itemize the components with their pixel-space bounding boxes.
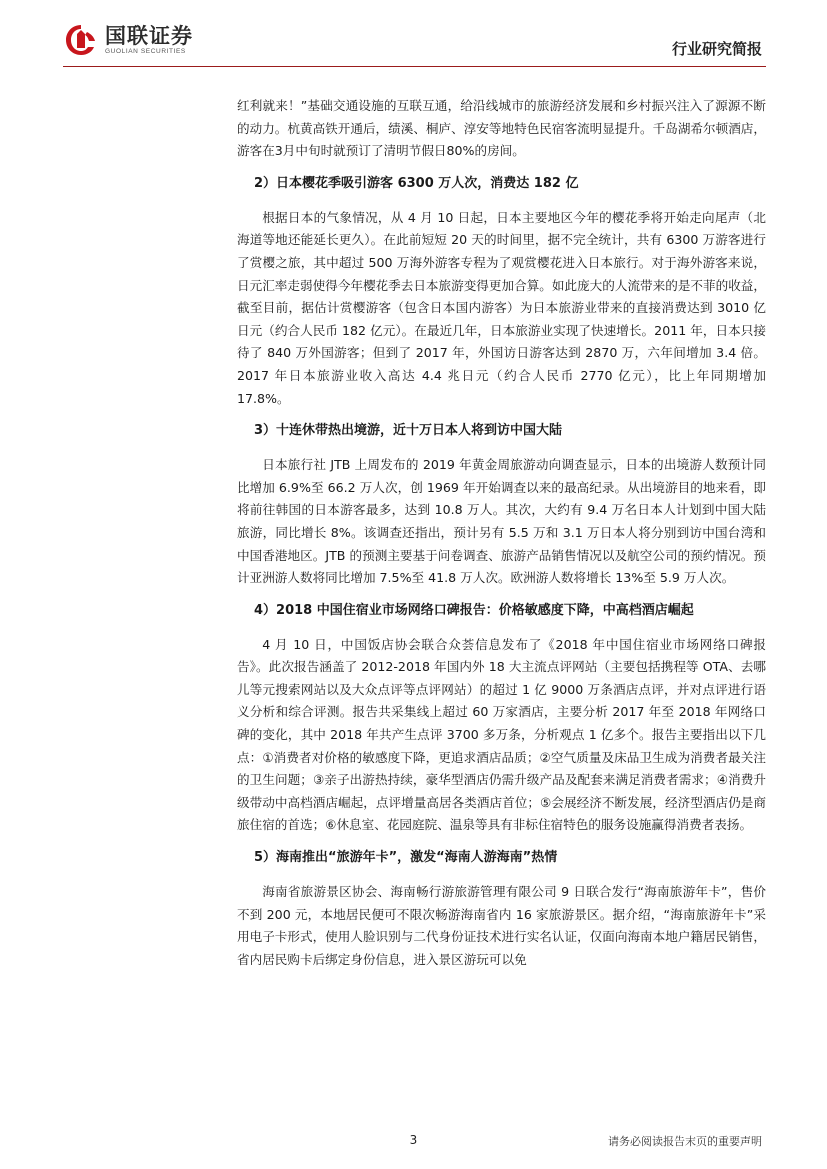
paragraph-hainan-card: 海南省旅游景区协会、海南畅行游旅游管理有限公司 9 日联合发行“海南旅游年卡”，售价不到 200 元，本地居民便可不限次畅游海南省内 16 家旅游景区。据介绍，“海南旅游年卡”采用电子卡形式，使用人脸识别与二代身份证技术进行实名认证，仅面向海南本地户籍居民销售，省内居民购卡后绑定身份信息，进入景区游玩可以免 bbox=[237, 884, 766, 967]
paragraph-japan-outbound: 日本旅行社 JTB 上周发布的 2019 年黄金周旅游动向调查显示，日本的出境游人数预计同比增加 6.9%至 66.2 万人次，创 1969 年开始调查以来的最高纪录。从出境游目的地来看，即将前往韩国的日本游客最多，达到 10.8 万人。其次，大约有 9.4 万名日本人计划到中国大陆旅游，同比增长 8%。该调查还指出，预计另有 5.5 万和 3.1 万日本人将分别到访中国台湾和中国香港地区。JTB 的预测主要基于问卷调查、旅游产品销售情况以及航空公司的预约情况。预计亚洲游人数将同比增加 7.5%至 41.8 万人次。欧洲游人数将增长 13%至 5.9 万人次。 bbox=[237, 457, 766, 586]
paragraph-continued: 红利就来！”基础交通设施的互联互通，给沿线城市的旅游经济发展和乡村振兴注入了源源不断的动力。杭黄高铁开通后，绩溪、桐庐、淳安等地特色民宿客流明显提升。千岛湖希尔顿酒店，游客在3月中旬时就预订了清明节假日80%的房间。 bbox=[237, 98, 766, 159]
page-number: 3 bbox=[409, 1133, 418, 1147]
logo-english-name: GUOLIAN SECURITIES bbox=[105, 48, 186, 55]
paragraph-lodging-report: 4 月 10 日，中国饭店协会联合众荟信息发布了《2018 年中国住宿业市场网络口碑报告》。此次报告涵盖了 2012-2018 年国内外 18 大主流点评网站（主要包括携程等 OTA、去哪儿等元搜索网站以及大众点评等点评网站）的超过 1 亿 9000 万条酒店点评，并对点评进行语义分析和综合评测。报告共采集线上超过 60 万家酒店，主要分析 2017 年至 2018 年网络口碑的变化，其中 2018 年共产生点评 3700 多万条，分析观点 1 亿多个。报告主要指出以下几点：①消费者对价格的敏感度下降，更追求酒店品质；②空气质量及床品卫生成为消费者最关注的卫生问题；③亲子出游热持续，豪华型酒店仍需升级产品及配套来满足消费者需求；④消费升级带动中高档酒店崛起，点评增量高居各类酒店首位；⑤会展经济不断发展，经济型酒店仍是商旅住宿的首选；⑥休息室、花园庭院、温泉等具有非标住宿特色的服务设施赢得消费者表扬。 bbox=[237, 636, 766, 833]
section-heading-lodging-report: 4）2018 中国住宿业市场网络口碑报告：价格敏感度下降，中高档酒店崛起 bbox=[254, 602, 694, 618]
page-header bbox=[0, 0, 827, 70]
report-type-label: 行业研究简报 bbox=[671, 40, 762, 58]
company-logo bbox=[63, 22, 193, 58]
guolian-logo-icon bbox=[63, 22, 99, 58]
header-divider bbox=[63, 66, 766, 67]
section-heading-hainan-card: 5）海南推出“旅游年卡”，激发“海南人游海南”热情 bbox=[254, 850, 558, 866]
section-heading-japan-sakura: 2）日本樱花季吸引游客 6300 万人次，消费达 182 亿 bbox=[254, 175, 579, 191]
section-heading-japan-outbound: 3）十连休带热出境游，近十万日本人将到访中国大陆 bbox=[254, 423, 563, 439]
footer-disclaimer: 请务必阅读报告末页的重要声明 bbox=[608, 1135, 762, 1148]
logo-chinese-name: 国联证券 bbox=[105, 24, 193, 48]
report-body bbox=[237, 95, 766, 971]
paragraph-japan-sakura: 根据日本的气象情况，从 4 月 10 日起，日本主要地区今年的樱花季将开始走向尾声（北海道等地还能延长更久）。在此前短短 20 天的时间里，据不完全统计，共有 6300 万游客进行了赏樱之旅，其中超过 500 万海外游客专程为了观赏樱花进入日本旅行。对于海外游客来说，日元汇率走弱使得今年樱花季去日本旅游变得更加合算。如此庞大的人流带来的是不菲的收益，截至目前，据估计赏樱游客（包含日本国内游客）为日本旅游业带来的直接消费达到 3010 亿日元（约合人民币 182 亿元）。在最近几年，日本旅游业实现了快速增长。2011 年，日本只接待了 840 万外国游客；但到了 2017 年，外国访日游客达到 2870 万，六年间增加 3.4 倍。2017 年日本旅游业收入高达 4.4 兆日元（约合人民币 2770 亿元），比上年同期增加 17.8%。 bbox=[237, 209, 766, 406]
